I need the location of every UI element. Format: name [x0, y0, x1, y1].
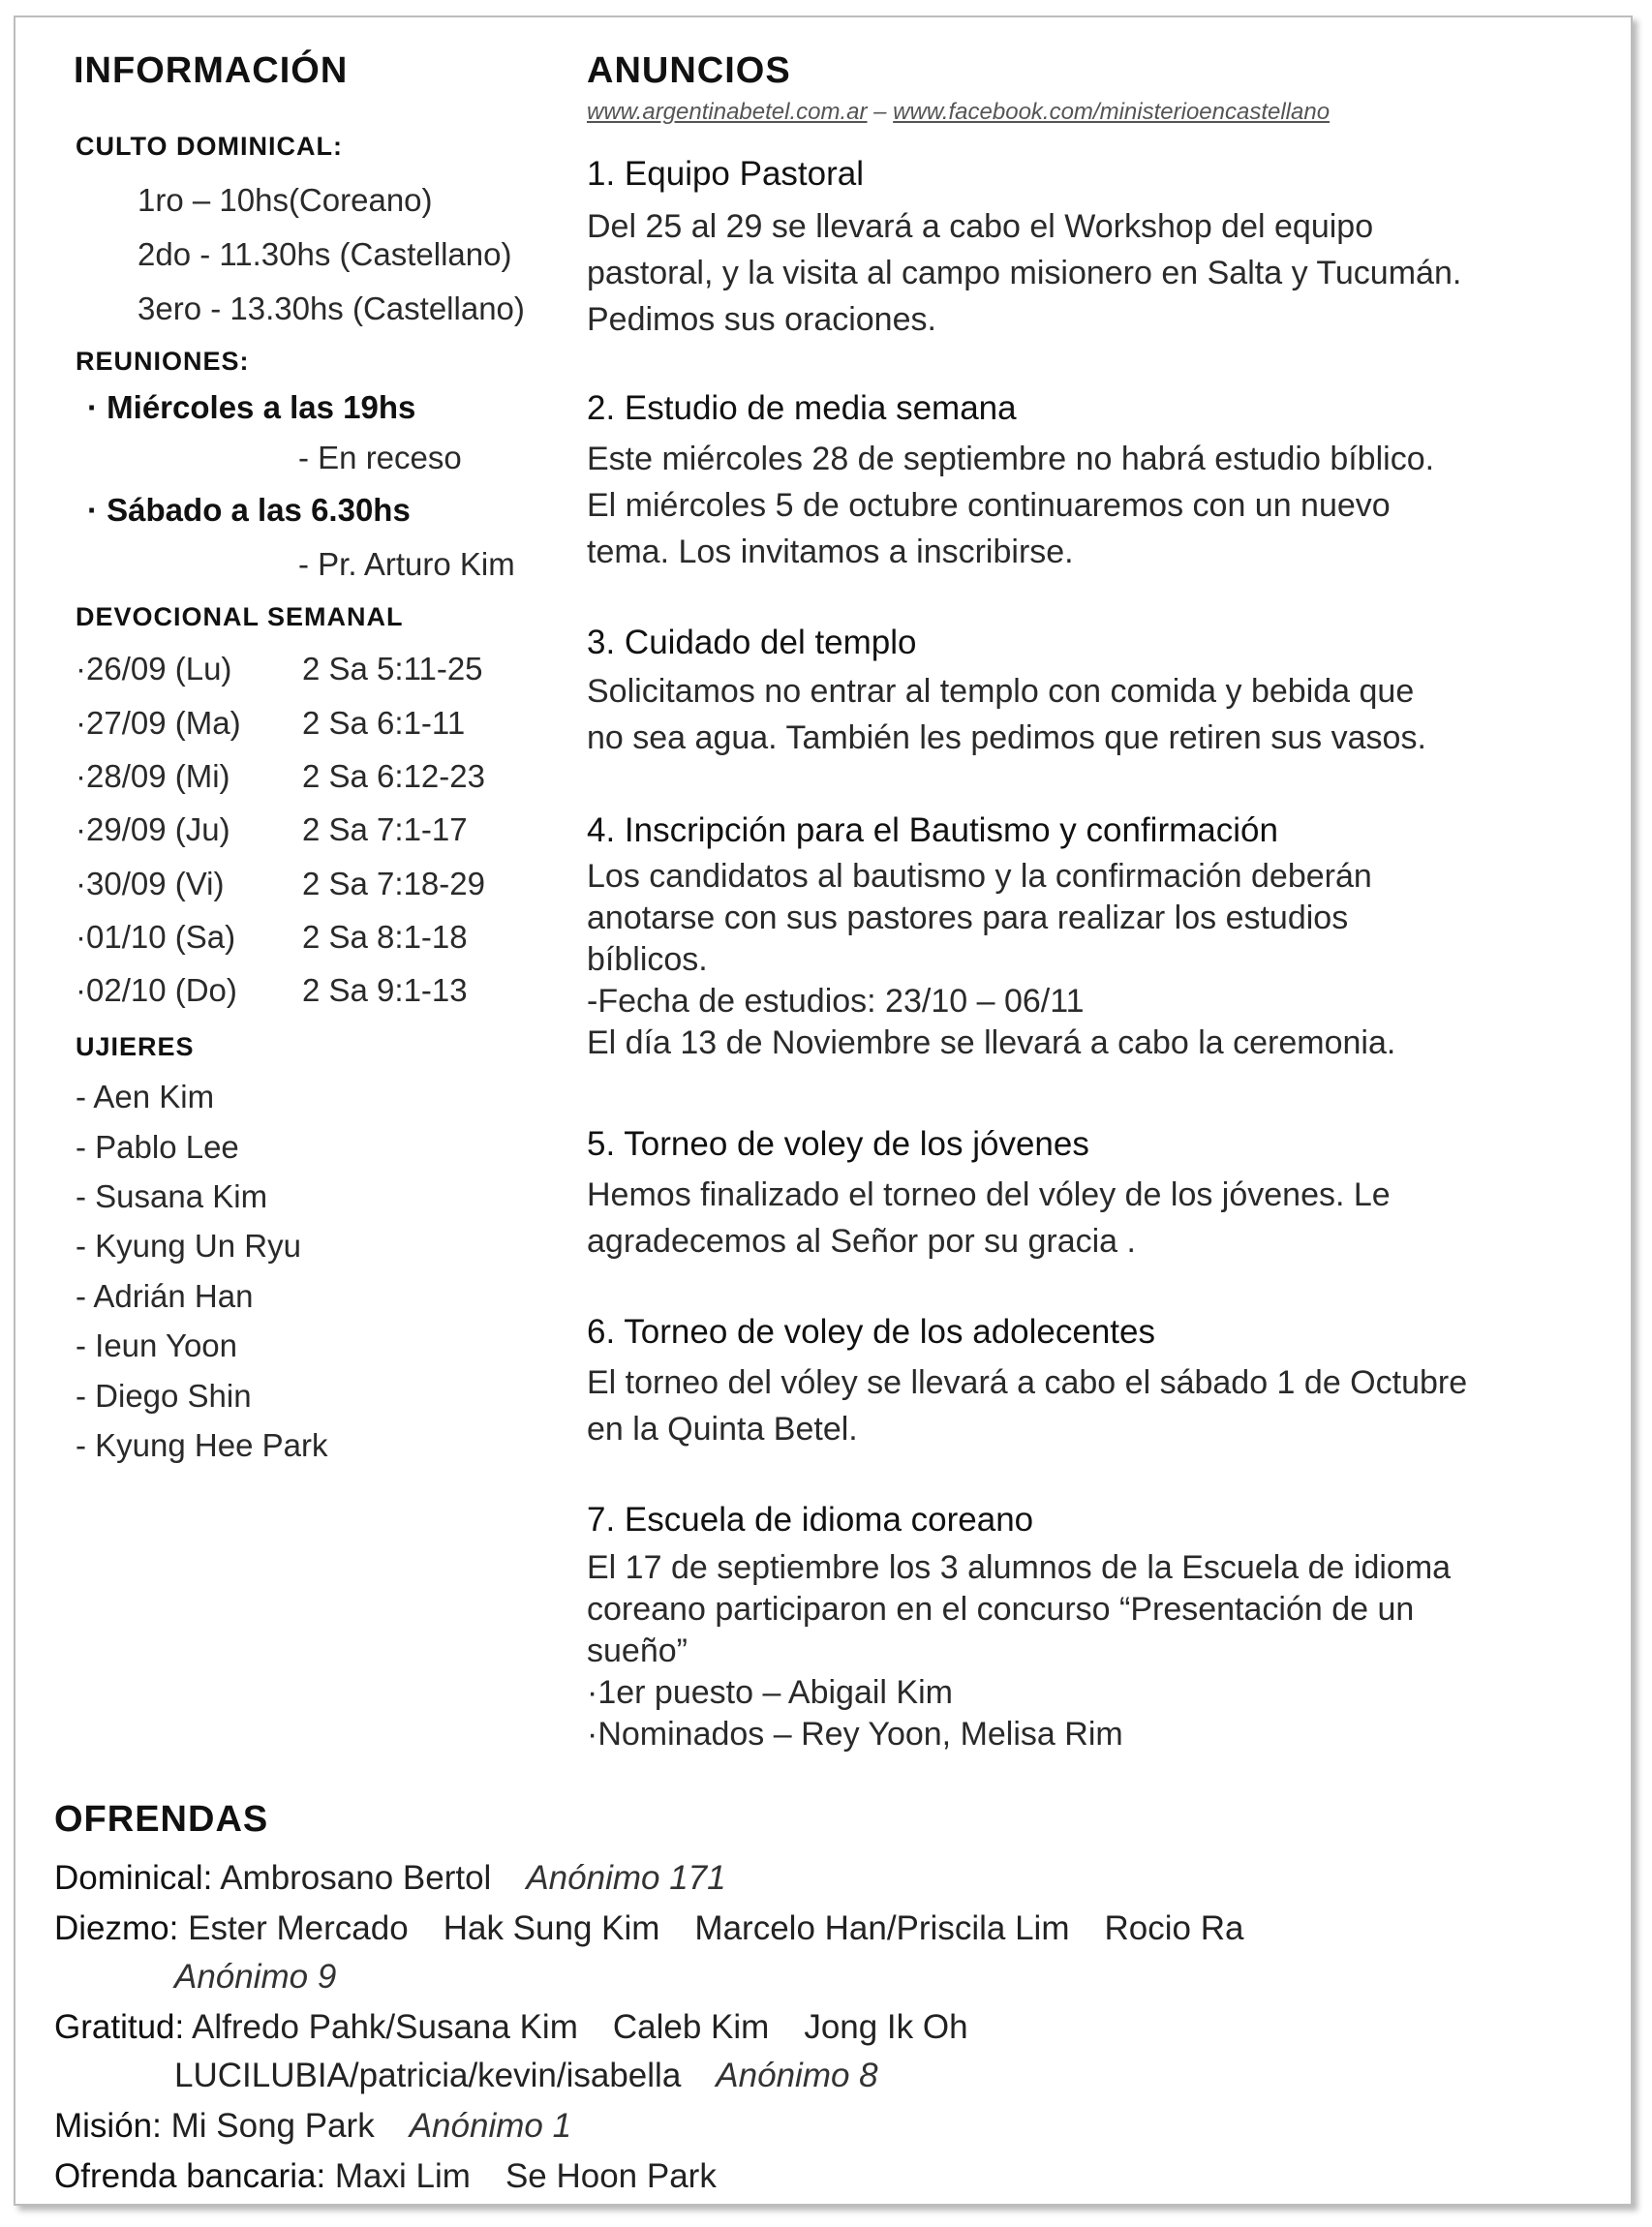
reunion-detail: - En receso [298, 440, 462, 475]
ofrenda-label: Gratitud: [54, 2008, 185, 2046]
announcement-title: 7. Escuela de idioma coreano [587, 1501, 1034, 1539]
devocional-date: ·26/09 (Lu) [76, 651, 232, 686]
ofrenda-label: Ofrenda bancaria: [54, 2157, 326, 2195]
ofrenda-anon: Anónimo 9 [174, 1958, 337, 1996]
devocional-ref: 2 Sa 6:12-23 [302, 758, 485, 794]
announcement-body [587, 856, 1565, 1064]
announcement-title: 1. Equipo Pastoral [587, 155, 865, 193]
ujier-name: - Susana Kim [76, 1178, 268, 1214]
ujier-name: - Kyung Un Ryu [76, 1228, 301, 1264]
anuncios-title: ANUNCIOS [587, 50, 791, 91]
links-separator: – [867, 99, 894, 125]
ofrenda-diezmo-cont [174, 1958, 336, 1997]
ofrenda-name: Rocio Ra [1104, 1909, 1244, 1947]
announcement-body [587, 203, 1565, 343]
culto-heading: CULTO DOMINICAL: [76, 132, 343, 161]
ofrenda-anon: Anónimo 8 [716, 2057, 878, 2094]
ofrenda-names: Mi Song Park [170, 2107, 375, 2145]
ofrenda-anon: Anónimo 171 [526, 1859, 726, 1897]
announcement-line: Hemos finalizado el torneo del vóley de los jóvenes. Le [587, 1176, 1391, 1213]
ofrenda-name: Caleb Kim [612, 2008, 770, 2046]
announcement-line: El miércoles 5 de octubre continuaremos con un nuevo [587, 487, 1391, 524]
ofrenda-name: Ester Mercado [188, 1909, 409, 1947]
devocional-date: ·01/10 (Sa) [76, 919, 236, 955]
culto-item: 1ro – 10hs(Coreano) [138, 182, 433, 218]
announcement-body [587, 668, 1565, 761]
announcement-line: pastoral, y la visita al campo misionero en Salta y Tucumán. [587, 255, 1462, 291]
culto-item: 2do - 11.30hs (Castellano) [138, 236, 512, 272]
ofrenda-dominical [54, 1859, 726, 1898]
info-title: INFORMACIÓN [74, 50, 349, 91]
ujier-name: - Diego Shin [76, 1378, 252, 1414]
announcement-line: Solicitamos no entrar al templo con comida y bebida que [587, 673, 1415, 710]
reunion-label: · Miércoles a las 19hs [87, 389, 416, 425]
ujieres-heading: UJIERES [76, 1032, 195, 1061]
ujier-name: - Kyung Hee Park [76, 1427, 328, 1463]
announcement-line: El día 13 de Noviembre se llevará a cabo la ceremonia. [587, 1024, 1396, 1061]
announcement-line: coreano participaron en el concurso “Presentación de un [587, 1591, 1415, 1628]
announcement-line: en la Quinta Betel. [587, 1411, 858, 1448]
devocional-ref: 2 Sa 6:1-11 [302, 705, 466, 741]
announcement-line: Pedimos sus oraciones. [587, 301, 936, 338]
announcement-line: tema. Los invitamos a inscribirse. [587, 534, 1074, 570]
reunion-label: · Sábado a las 6.30hs [87, 492, 411, 528]
reunion-detail: - Pr. Arturo Kim [298, 546, 515, 582]
ofrenda-label: Dominical: [54, 1859, 213, 1897]
devocional-date: ·30/09 (Vi) [76, 866, 225, 901]
announcement-body [587, 1359, 1565, 1452]
announcement-line: Los candidatos al bautismo y la confirmación deberán [587, 858, 1372, 895]
ujier-name: - Aen Kim [76, 1079, 215, 1114]
announcement-line: ·Nominados – Rey Yoon, Melisa Rim [587, 1716, 1123, 1753]
announcement-title: 5. Torneo de voley de los jóvenes [587, 1125, 1089, 1163]
ofrenda-anon: Anónimo 1 [409, 2107, 572, 2145]
ofrenda-diezmo [54, 1909, 1243, 1948]
announcement-line: El 17 de septiembre los 3 alumnos de la Escuela de idioma [587, 1549, 1452, 1586]
reuniones-heading: REUNIONES: [76, 347, 250, 376]
devocional-heading: DEVOCIONAL SEMANAL [76, 602, 404, 631]
ofrenda-gratitud-cont [174, 2057, 878, 2095]
ofrenda-name: LUCILUBIA/patricia/kevin/isabella [174, 2057, 682, 2094]
announcement-title: 2. Estudio de media semana [587, 389, 1017, 427]
devocional-date: ·27/09 (Ma) [76, 705, 241, 741]
devocional-date: ·28/09 (Mi) [76, 758, 230, 794]
announcement-title: 6. Torneo de voley de los adolecentes [587, 1313, 1155, 1351]
announcement-line: ·1er puesto – Abigail Kim [587, 1674, 953, 1711]
announcement-body [587, 1172, 1565, 1265]
devocional-ref: 2 Sa 5:11-25 [302, 651, 483, 686]
links-line [587, 99, 1330, 126]
announcement-line: anotarse con sus pastores para realizar los estudios [587, 900, 1349, 936]
announcement-line: no sea agua. También les pedimos que retiren sus vasos. [587, 719, 1426, 756]
ujier-name: - Ieun Yoon [76, 1327, 237, 1363]
announcement-line: Del 25 al 29 se llevará a cabo el Workshop del equipo [587, 208, 1374, 245]
announcement-line: agradecemos al Señor por su gracia . [587, 1223, 1136, 1260]
ofrenda-name: Jong Ik Oh [804, 2008, 968, 2046]
ofrenda-label: Diezmo: [54, 1909, 179, 1947]
culto-item: 3ero - 13.30hs (Castellano) [138, 290, 525, 326]
ofrenda-name: Marcelo Han/Priscila Lim [694, 1909, 1070, 1947]
ofrenda-name: Maxi Lim [334, 2157, 471, 2195]
devocional-ref: 2 Sa 7:18-29 [302, 866, 485, 901]
devocional-ref: 2 Sa 9:1-13 [302, 972, 468, 1008]
ofrenda-mision [54, 2107, 571, 2146]
devocional-date: ·02/10 (Do) [76, 972, 237, 1008]
ofrenda-name: Hak Sung Kim [443, 1909, 660, 1947]
announcement-line: Este miércoles 28 de septiembre no habrá estudio bíblico. [587, 441, 1435, 477]
ujier-name: - Adrián Han [76, 1278, 254, 1314]
ofrenda-gratitud [54, 2008, 968, 2047]
bulletin-page [14, 15, 1633, 2206]
ofrenda-name: Alfredo Pahk/Susana Kim [192, 2008, 578, 2046]
announcement-line: sueño” [587, 1632, 688, 1669]
announcement-title: 4. Inscripción para el Bautismo y confirmación [587, 811, 1278, 849]
ofrenda-name: Se Hoon Park [505, 2157, 717, 2195]
ofrendas-title: OFRENDAS [54, 1799, 269, 1840]
announcement-line: -Fecha de estudios: 23/10 – 06/11 [587, 983, 1085, 1020]
ofrenda-names: Ambrosano Bertol [220, 1859, 492, 1897]
ofrenda-bancaria [54, 2157, 717, 2196]
announcement-body [587, 1547, 1565, 1755]
announcement-line: El torneo del vóley se llevará a cabo el sábado 1 de Octubre [587, 1364, 1468, 1401]
devocional-ref: 2 Sa 8:1-18 [302, 919, 468, 955]
ujier-name: - Pablo Lee [76, 1129, 239, 1165]
announcement-title: 3. Cuidado del templo [587, 624, 917, 661]
announcement-body [587, 436, 1565, 575]
website-link[interactable]: www.argentinabetel.com.ar [587, 99, 868, 125]
devocional-date: ·29/09 (Ju) [76, 811, 230, 847]
facebook-link[interactable]: www.facebook.com/ministerioencastellano [893, 99, 1331, 125]
announcement-line: bíblicos. [587, 941, 708, 978]
ofrenda-label: Misión: [54, 2107, 162, 2145]
devocional-ref: 2 Sa 7:1-17 [302, 811, 468, 847]
